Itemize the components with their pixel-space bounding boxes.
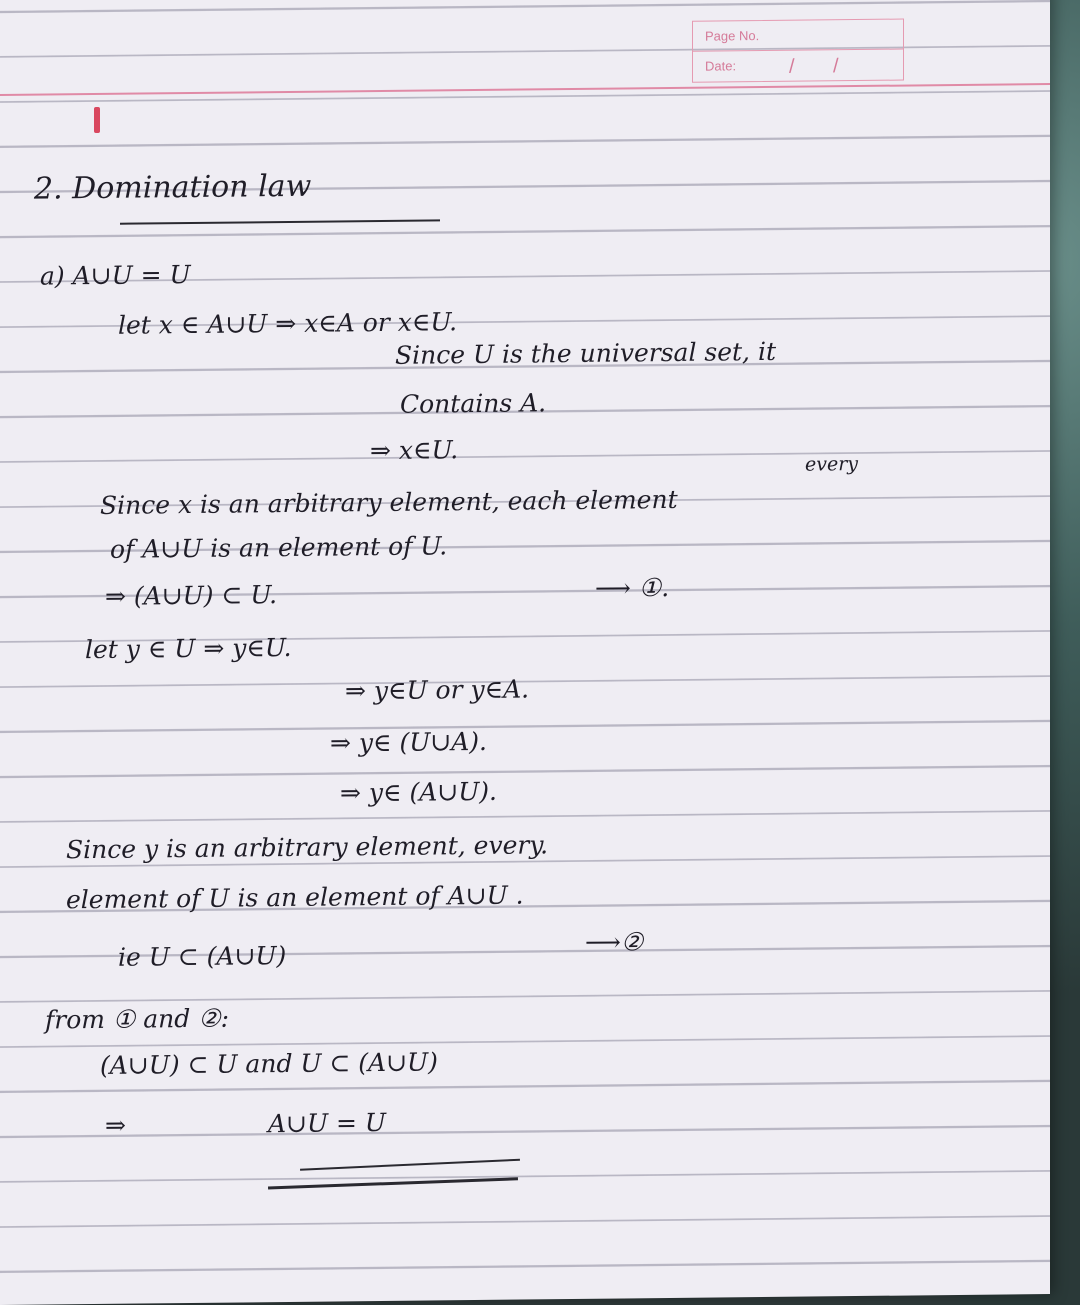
line-since-x: Since x is an arbitrary element, each element [100, 484, 678, 520]
line-ie: ie U ⊂ (A∪U) [118, 941, 287, 972]
line-from: from ① and ②: [45, 1003, 230, 1035]
conclusion: A∪U = U [268, 1107, 386, 1139]
conclusion-underline [268, 1177, 518, 1189]
line-x-in-u: ⇒ x∈U. [370, 435, 459, 466]
line-since-y: Since y is an arbitrary element, every. [66, 830, 549, 865]
inserted-word-every: every [805, 453, 859, 476]
conclusion-underline [300, 1159, 520, 1171]
date-separator: / [833, 55, 839, 78]
line-y-in-ua: ⇒ y∈ (U∪A). [330, 726, 487, 758]
date-label: Date: [705, 58, 737, 74]
line-auu-subset-u: ⇒ (A∪U) ⊂ U. [105, 580, 278, 611]
line-y-in-auu: ⇒ y∈ (A∪U). [340, 776, 497, 808]
label-2: ⟶② [585, 927, 644, 957]
line-contains: Contains A. [400, 388, 547, 419]
page-title: 2. Domination law [34, 168, 312, 207]
line-element-of-u: element of U is an element of A∪U . [66, 880, 524, 915]
page-no-field [693, 20, 903, 52]
line-both-subsets: (A∪U) ⊂ U and U ⊂ (A∪U) [100, 1047, 438, 1080]
line-let-x: let x ∈ A∪U ⇒ x∈A or x∈U. [118, 307, 458, 340]
page-no-label: Page No. [705, 28, 760, 44]
page-date-box [692, 19, 904, 83]
date-separator: / [789, 55, 795, 78]
line-since-u: Since U is the universal set, it [395, 336, 776, 370]
line-let-y: let y ∈ U ⇒ y∈U. [85, 632, 292, 665]
line-y-or: ⇒ y∈U or y∈A. [345, 674, 530, 706]
part-a-statement: a) A∪U = U [40, 260, 191, 291]
title-underline [120, 219, 440, 224]
pin-mark [94, 107, 100, 133]
date-field [693, 50, 903, 81]
conclusion-arrow: ⇒ [105, 1110, 126, 1140]
line-of-auu: of A∪U is an element of U. [110, 531, 448, 564]
label-1: ⟶ ①. [595, 572, 670, 603]
